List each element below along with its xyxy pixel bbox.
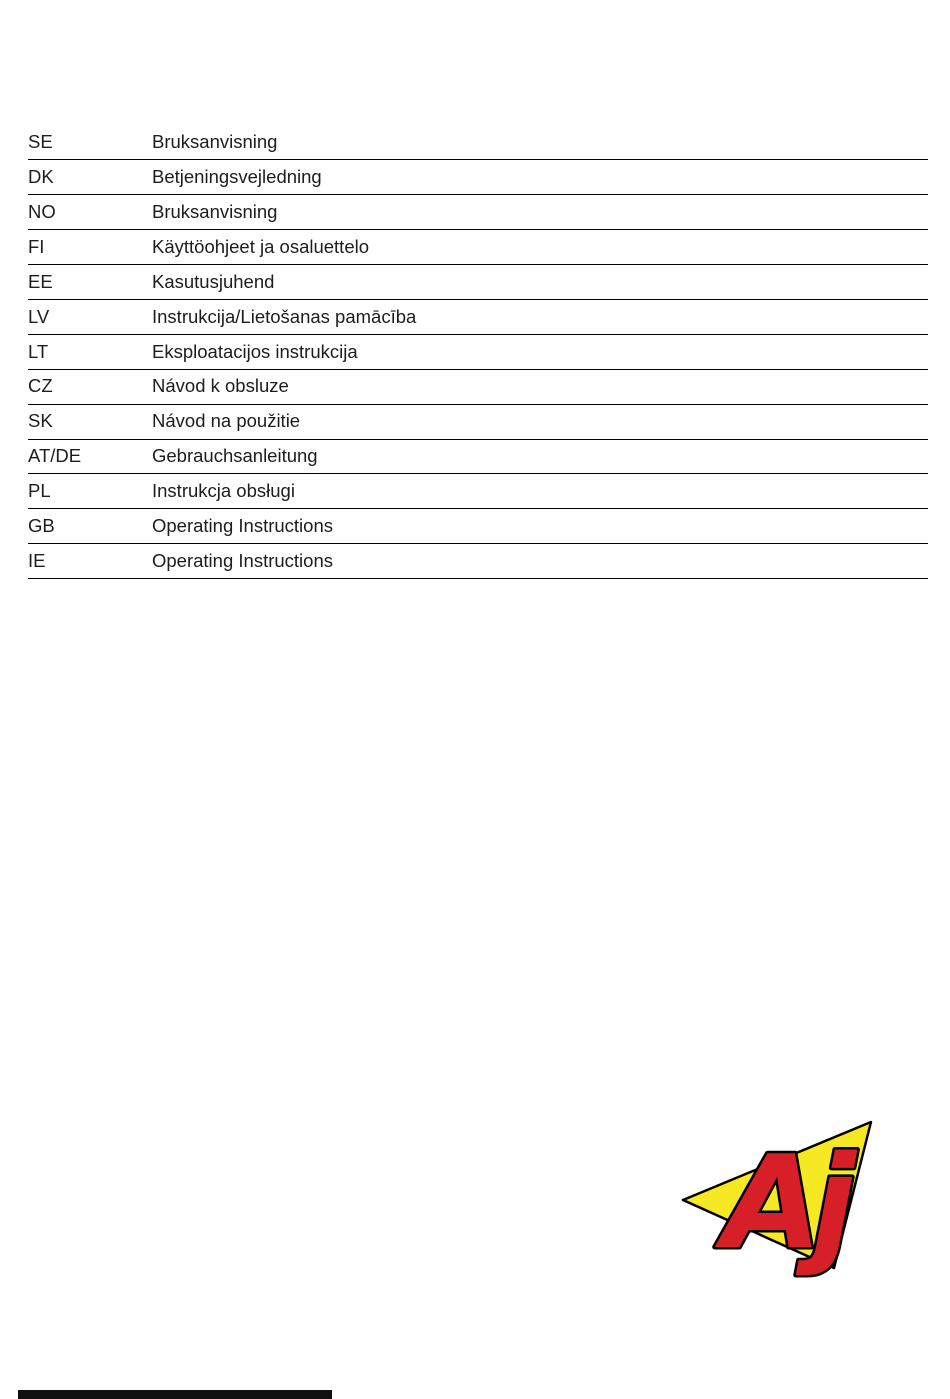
table-row	[28, 404, 928, 439]
table-row	[28, 544, 928, 579]
table-row	[28, 125, 928, 160]
instruction-title: Instrukcja obsługi	[152, 474, 928, 509]
language-code: PL	[28, 474, 152, 509]
instruction-title: Návod k obsluze	[152, 369, 928, 404]
table-row	[28, 369, 928, 404]
instruction-title: Betjeningsvejledning	[152, 160, 928, 195]
instruction-title: Operating Instructions	[152, 544, 928, 579]
language-code: SE	[28, 125, 152, 160]
table-row	[28, 439, 928, 474]
language-code: AT/DE	[28, 439, 152, 474]
language-code: CZ	[28, 369, 152, 404]
instruction-title: Bruksanvisning	[152, 125, 928, 160]
instruction-title: Kasutusjuhend	[152, 265, 928, 300]
aj-logo	[681, 1116, 877, 1278]
instruction-title: Návod na použitie	[152, 404, 928, 439]
language-table	[28, 125, 928, 579]
instruction-title: Operating Instructions	[152, 509, 928, 544]
table-row	[28, 334, 928, 369]
instruction-title: Eksploatacijos instrukcija	[152, 334, 928, 369]
language-code: DK	[28, 160, 152, 195]
table-row	[28, 299, 928, 334]
table-row	[28, 195, 928, 230]
table-row	[28, 509, 928, 544]
table-row	[28, 474, 928, 509]
language-code: NO	[28, 195, 152, 230]
instruction-title: Käyttöohjeet ja osaluettelo	[152, 230, 928, 265]
language-code: LV	[28, 299, 152, 334]
table-row	[28, 160, 928, 195]
table-row	[28, 230, 928, 265]
language-code: FI	[28, 230, 152, 265]
language-code: GB	[28, 509, 152, 544]
instruction-title: Instrukcija/Lietošanas pamācība	[152, 299, 928, 334]
logo-text: Aj	[723, 1129, 846, 1278]
instruction-title: Bruksanvisning	[152, 195, 928, 230]
language-code: IE	[28, 544, 152, 579]
language-code: LT	[28, 334, 152, 369]
language-code: EE	[28, 265, 152, 300]
language-code: SK	[28, 404, 152, 439]
page-bottom-bar	[18, 1390, 332, 1399]
instruction-title: Gebrauchsanleitung	[152, 439, 928, 474]
table-row	[28, 265, 928, 300]
